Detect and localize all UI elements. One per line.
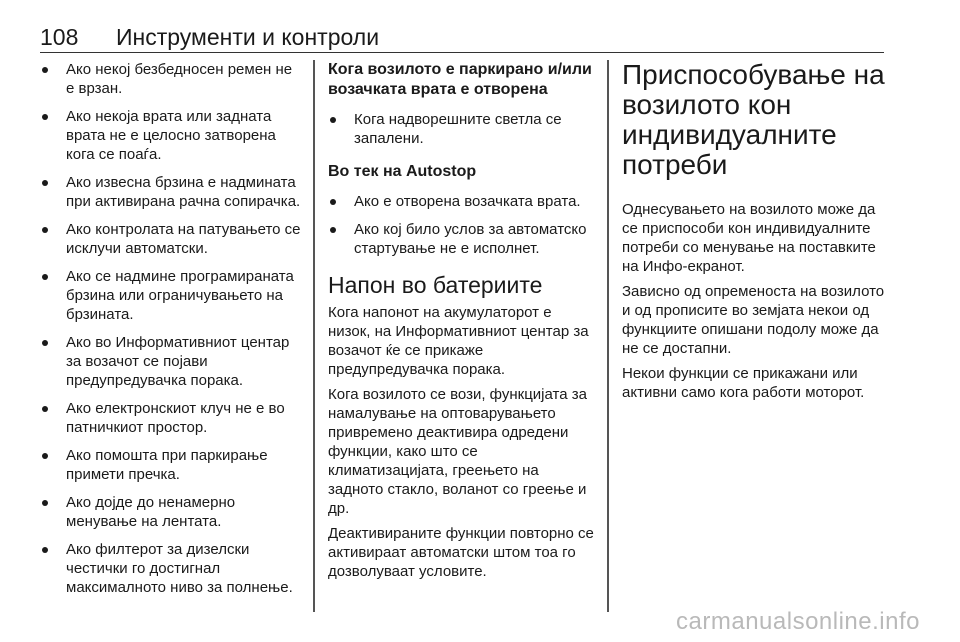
column-middle: [328, 60, 596, 616]
column-divider: [313, 60, 315, 612]
personalization-paragraphs: [622, 200, 894, 402]
bullet-item: [40, 540, 302, 597]
bullet-text: Ако електронскиот клуч не е во патничкиот простор.: [66, 400, 285, 436]
body-paragraph: Кога возилото се вози, функцијата за намалување на оптоварувањето привремено деактивира одредени функции, како што се климатизацијата, греењето на задното стакло, воланот со греење и др.: [328, 386, 587, 517]
page-header: [40, 18, 884, 53]
personalization-title: Приспособување на возилото кон индивидуалните потреби: [622, 60, 885, 180]
body-paragraph: Зависно од опременоста на возилото и од прописите во земјата некои од функциите опишани подолу може да не се достапни.: [622, 283, 885, 357]
bullet-dot-icon: [42, 180, 48, 186]
bullet-item: [328, 192, 596, 211]
bullet-item: [40, 399, 302, 437]
chapter-title: Инструменти и контроли: [116, 24, 380, 50]
bullet-item: [40, 60, 302, 98]
bullet-dot-icon: [330, 117, 336, 123]
bullet-item: [40, 267, 302, 324]
bullet-dot-icon: [42, 453, 48, 459]
bullet-text: Ако некој безбедносен ремен не е врзан.: [66, 61, 293, 97]
autostop-conditions-list: [328, 192, 596, 258]
bullet-dot-icon: [330, 227, 336, 233]
bullet-text: Ако кој било услов за автоматско стартување не е исполнет.: [354, 221, 587, 257]
bullet-text: Ако контролата на патувањето се исклучи автоматски.: [66, 221, 301, 257]
bullet-item: [328, 220, 596, 258]
bullet-item: [40, 173, 302, 211]
page-number: 108: [40, 24, 79, 50]
column-right: [622, 60, 894, 616]
bullet-dot-icon: [42, 227, 48, 233]
bullet-text: Ако дојде до ненамерно менување на лентата.: [66, 494, 236, 530]
body-paragraph: Деактивираните функции повторно се активираат автоматски штом тоа го дозволуваат условите.: [328, 525, 594, 580]
bullet-text: Ако некоја врата или задната врата не е целосно затворена кога се поаѓа.: [66, 108, 276, 163]
body-paragraph: Однесувањето на возилото може да се приспособи кон индивидуалните потреби со менување на поставките на Инфо-екранот.: [622, 201, 876, 275]
bullet-dot-icon: [42, 340, 48, 346]
watermark: carmanualsonline.info: [676, 608, 920, 635]
autostop-heading: Во тек на Autostop: [328, 163, 477, 180]
bullet-item: [40, 493, 302, 531]
bullet-item: [328, 110, 596, 148]
battery-paragraphs: [328, 303, 596, 581]
parked-conditions-list: [328, 110, 596, 148]
parked-heading: Кога возилото е паркирано и/или возачката врата е отворена: [328, 61, 592, 98]
bullet-text: Ако е отворена возачката врата.: [354, 193, 581, 210]
column-divider: [607, 60, 609, 612]
battery-section-title: Напон во батериите: [328, 272, 543, 298]
bullet-dot-icon: [42, 547, 48, 553]
column-left: [40, 60, 302, 616]
bullet-text: Ако во Информативниот центар за возачот се појави предупредувачка порака.: [66, 334, 290, 389]
bullet-dot-icon: [330, 199, 336, 205]
bullet-text: Кога надворешните светла се запалени.: [354, 111, 562, 147]
bullet-text: Ако помошта при паркирање примети пречка.: [66, 447, 268, 483]
bullet-text: Ако филтерот за дизелски честички го достигнал максималното ниво за полнење.: [66, 541, 293, 596]
bullet-dot-icon: [42, 500, 48, 506]
bullet-item: [40, 220, 302, 258]
bullet-item: [40, 446, 302, 484]
body-paragraph: Кога напонот на акумулаторот е низок, на Информативниот центар за возачот ќе се прикаже предупредувачка порака.: [328, 304, 589, 378]
bullet-dot-icon: [42, 406, 48, 412]
warning-conditions-list: [40, 60, 302, 597]
bullet-text: Ако се надмине програмираната брзина или ограничувањето на брзината.: [66, 268, 294, 323]
bullet-dot-icon: [42, 274, 48, 280]
bullet-item: [40, 107, 302, 164]
bullet-text: Ако извесна брзина е надмината при активирана рачна сопирачка.: [66, 174, 301, 210]
bullet-item: [40, 333, 302, 390]
bullet-dot-icon: [42, 67, 48, 73]
bullet-dot-icon: [42, 114, 48, 120]
body-paragraph: Некои функции се прикажани или активни само кога работи моторот.: [622, 365, 865, 401]
